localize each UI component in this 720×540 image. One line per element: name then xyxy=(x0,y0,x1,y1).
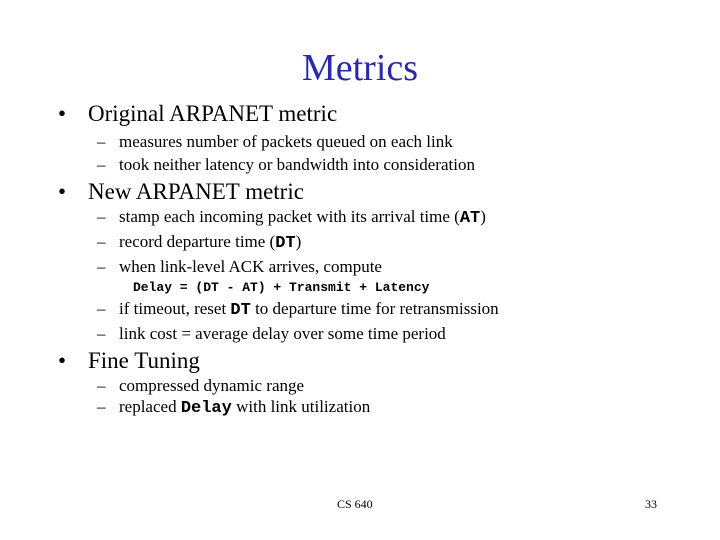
dash-icon: – xyxy=(97,132,106,151)
dash-icon: – xyxy=(97,155,106,174)
bullet-icon: • xyxy=(58,348,67,373)
sub-item-text: link cost = average delay over some time period xyxy=(119,324,446,343)
dash-icon: – xyxy=(97,257,106,276)
text-segment: record departure time ( xyxy=(119,232,276,251)
sub-item-text xyxy=(119,396,370,420)
code-token: DT xyxy=(230,301,251,320)
text-segment: if timeout, reset xyxy=(119,299,231,318)
dash-icon: – xyxy=(97,324,106,343)
sub-item-text xyxy=(119,298,499,322)
sub-item-text: took neither latency or bandwidth into consideration xyxy=(119,155,475,174)
code-token: AT xyxy=(459,209,481,228)
sub-item-text: when link-level ACK arrives, compute xyxy=(119,257,382,276)
dash-icon: – xyxy=(97,232,106,251)
bullet-heading: Fine Tuning xyxy=(88,348,200,373)
bullet-heading: New ARPANET metric xyxy=(88,179,304,204)
slide-number: 33 xyxy=(645,497,657,511)
code-token: Delay xyxy=(180,399,232,418)
text-segment: with link utilization xyxy=(231,397,371,416)
sub-item-text: measures number of packets queued on each link xyxy=(119,132,453,151)
bullet-heading: Original ARPANET metric xyxy=(88,101,338,126)
dash-icon: – xyxy=(97,397,106,416)
delay-formula: Delay = (DT - AT) + Transmit + Latency xyxy=(133,280,430,295)
sub-item-text: compressed dynamic range xyxy=(119,376,305,395)
bullet-icon: • xyxy=(58,101,67,126)
slide-title: Metrics xyxy=(301,47,419,89)
bullet-icon: • xyxy=(58,179,67,204)
footer-course: CS 640 xyxy=(337,497,373,511)
text-segment: ) xyxy=(480,207,486,226)
sub-item-text xyxy=(119,231,301,255)
dash-icon: – xyxy=(97,207,106,226)
text-segment: ) xyxy=(295,232,302,251)
dash-icon: – xyxy=(97,299,106,318)
text-segment: replaced xyxy=(119,397,181,416)
text-segment: to departure time for retransmission xyxy=(250,299,499,318)
text-segment: stamp each incoming packet with its arrival time ( xyxy=(119,207,460,226)
dash-icon: – xyxy=(97,376,106,395)
sub-item-text xyxy=(119,206,486,230)
code-token: DT xyxy=(275,234,296,253)
